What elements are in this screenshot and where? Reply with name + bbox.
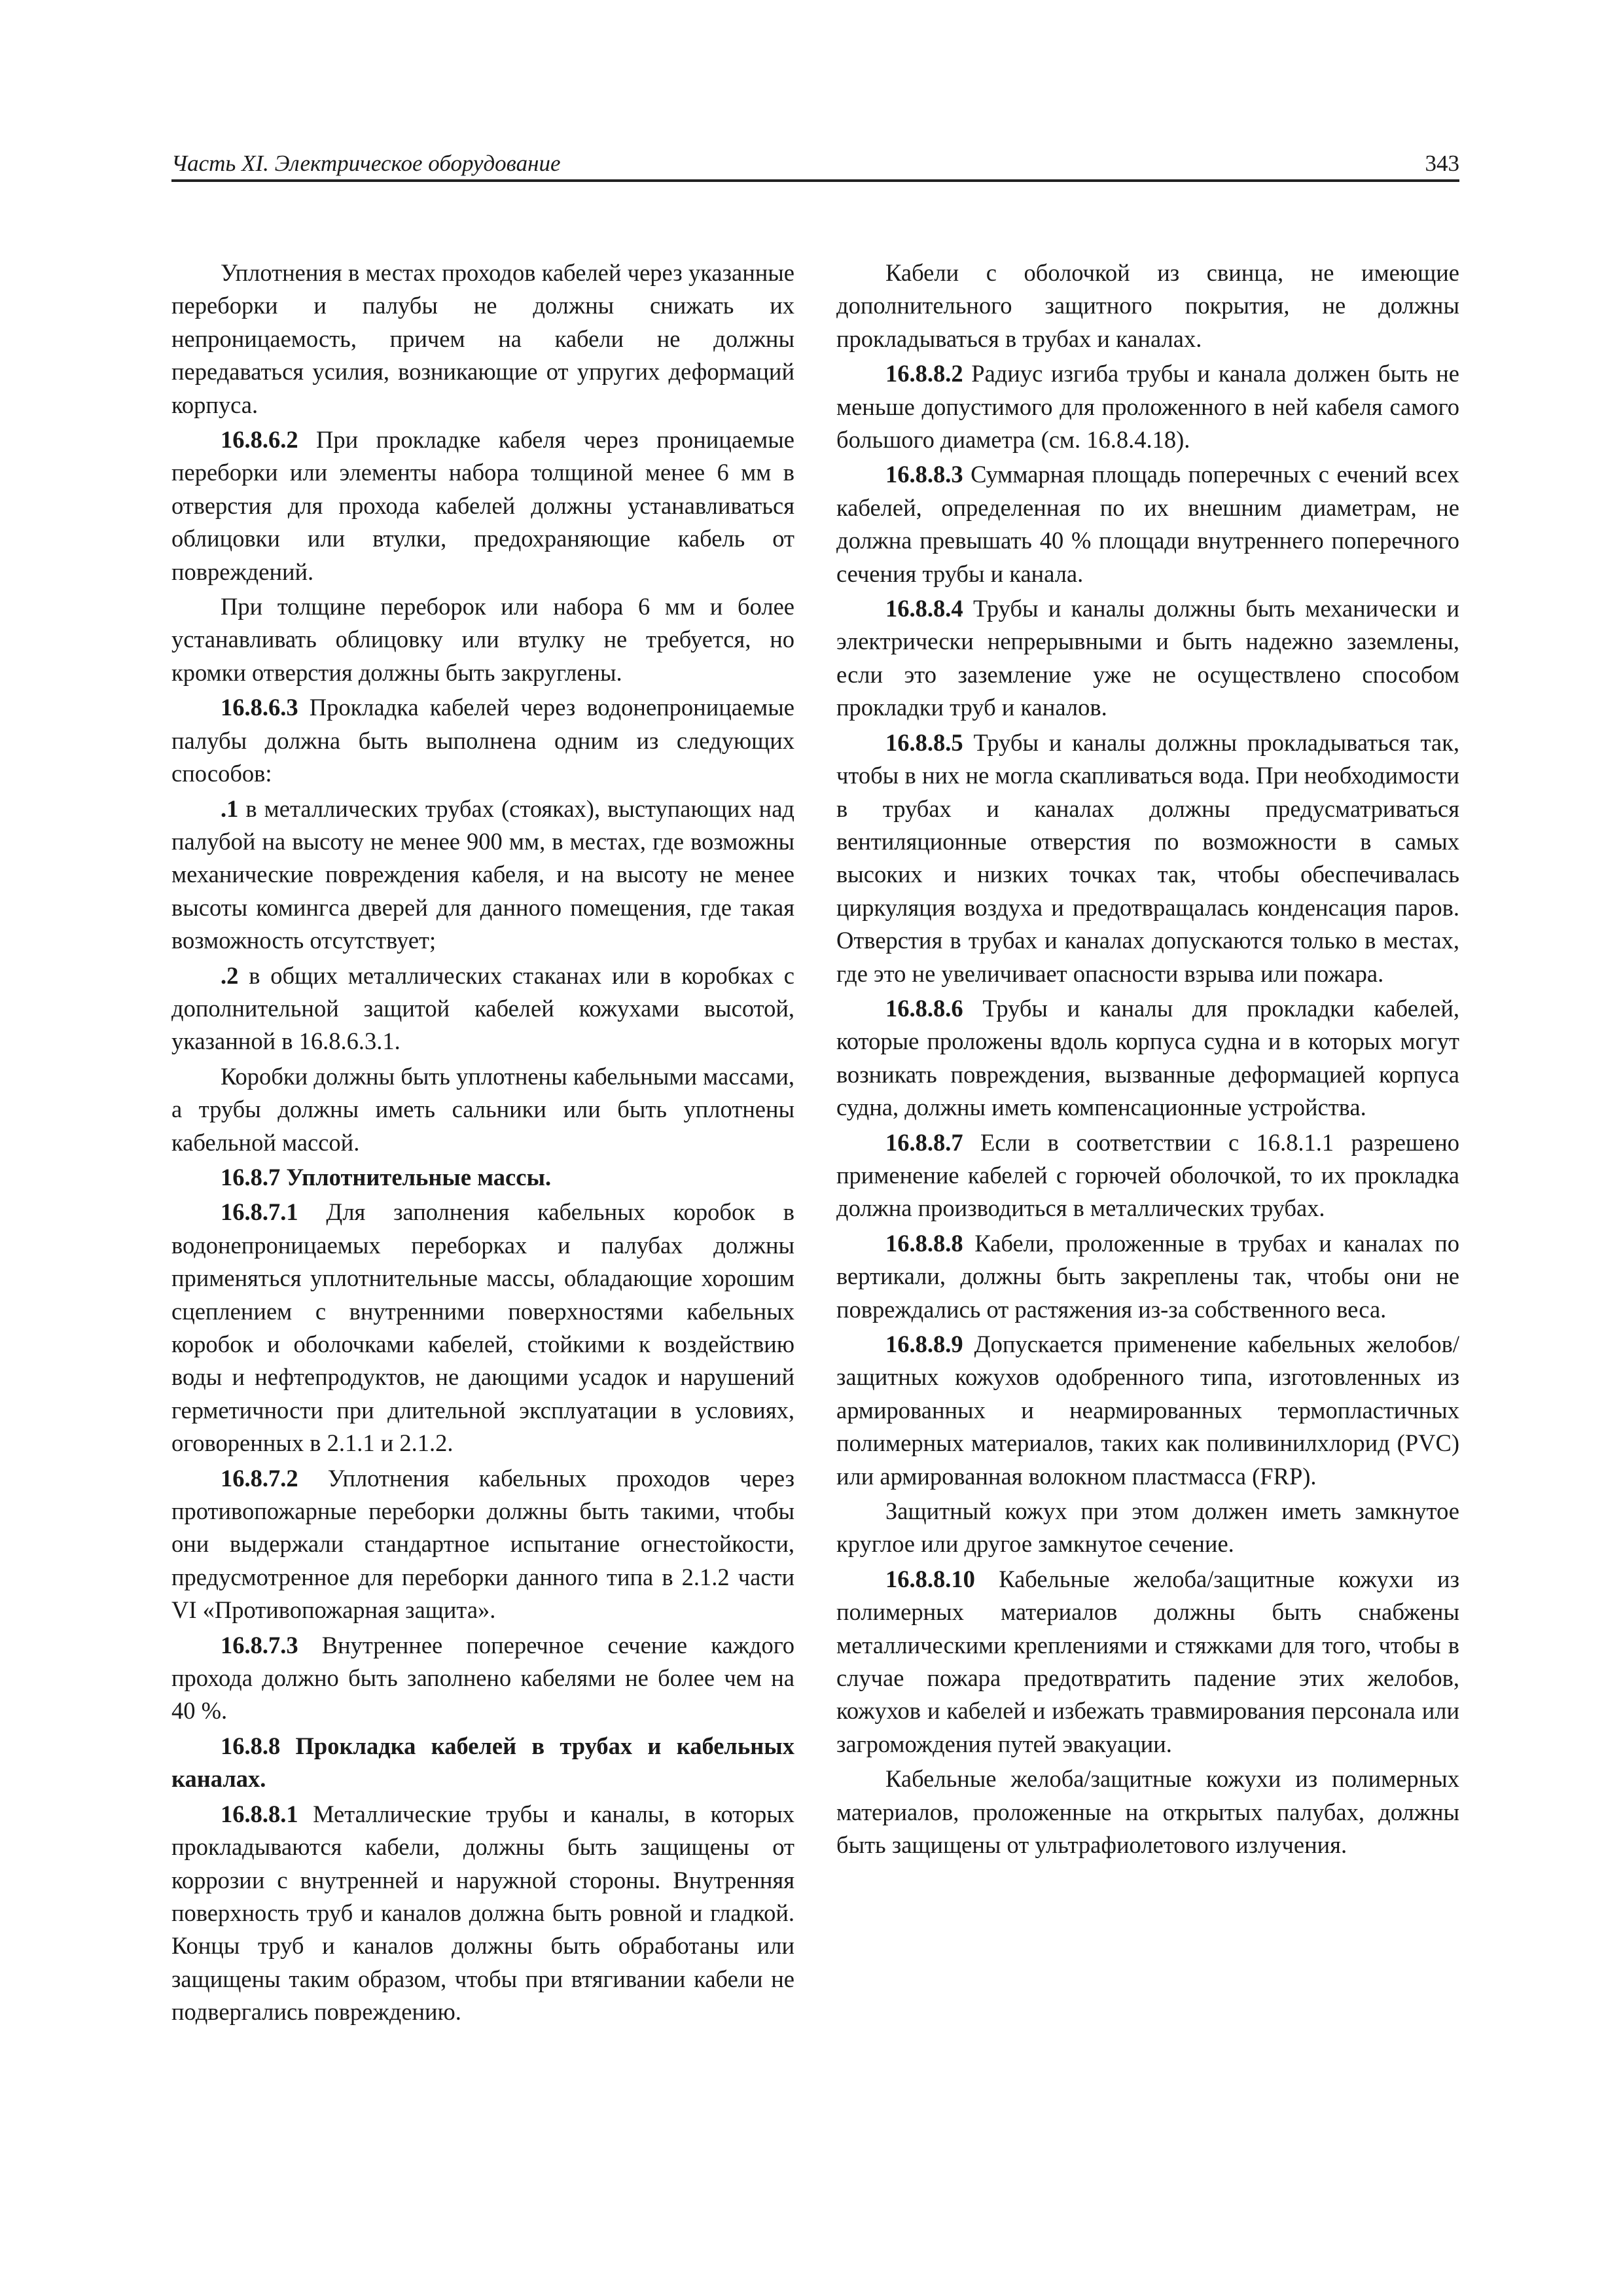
paragraph-text: Уплотнения кабельных проходов через противопожарные переборки должны быть такими, чтобы они выдержали стандартное испытание огнестойкости, предусмотренное для переборки данного типа в 2.1.2 части VI «Противопожарная защита».	[171, 1464, 794, 1624]
section-number: 16.8.8.8	[885, 1229, 963, 1257]
paragraph-text: Кабельные желоба/защитные кожухи из полимерных материалов должны быть снабжены металлическими креплениями и стяжками для того, чтобы в случае пожара предотвратить падение этих желобов, кожухов и кабелей и избежать травмирования персонала или загромождения путей эвакуации.	[836, 1565, 1459, 1757]
paragraph	[171, 1196, 794, 1460]
paragraph-text: Уплотнения в местах проходов кабелей через указанные переборки и палубы не должны снижать их непроницаемость, причем на кабели не должны передаваться усилия, возникающие от упругих деформаций корпуса.	[171, 259, 794, 418]
running-title: Часть XI. Электрическое оборудование	[171, 151, 561, 176]
paragraph-text: Кабели, проложенные в трубах и каналах по вертикали, должны быть закреплены так, чтобы они не повреждались от растяжения из-за собственного веса.	[836, 1229, 1459, 1323]
paragraph-text: в металлических трубах (стояках), выступающих над палубой на высоту не менее 900 мм, в местах, где возможны механические повреждения кабеля, и на высоту не менее высоты комингса дверей для данного помещения, где такая возможность отсутствует;	[171, 795, 794, 954]
section-number: 16.8.8.5	[885, 728, 963, 756]
paragraph-text: Внутреннее поперечное сечение каждого прохода должно быть заполнено кабелями не более чем на 40 %.	[171, 1631, 794, 1725]
right-column	[836, 257, 1459, 1864]
section-number: 16.8.8.9	[885, 1331, 963, 1357]
paragraph	[836, 1563, 1459, 1761]
paragraph	[836, 458, 1459, 590]
paragraph-text: При прокладке кабеля через проницаемые переборки или элементы набора толщиной менее 6 мм в отверстия для прохода кабелей должны устанавливаться облицовки или втулки, предохраняющие кабель от повреждений.	[171, 426, 794, 585]
page-header	[171, 143, 1459, 182]
paragraph-text: Трубы и каналы для прокладки кабелей, которые проложены вдоль корпуса судна и в которых могут возникать повреждения, вызванные деформацией корпуса судна, должны иметь компенсационные устройства.	[836, 994, 1459, 1121]
paragraph	[171, 1161, 794, 1194]
section-number: 16.8.8.10	[885, 1565, 975, 1592]
paragraph-text: Трубы и каналы должны быть механически и электрически непрерывными и быть надежно заземлены, если это заземление уже не осуществлено способом прокладки труб и каналов.	[836, 595, 1459, 721]
paragraph	[171, 960, 794, 1058]
section-number: 16.8.7.2	[221, 1464, 298, 1492]
section-number: .2	[221, 961, 239, 989]
paragraph-text: Кабели с оболочкой из свинца, не имеющие дополнительного защитного покрытия, не должны прокладываться в трубах и каналах.	[836, 259, 1459, 352]
section-number: 16.8.8.3	[885, 461, 963, 488]
paragraph	[836, 1763, 1459, 1861]
header-rule	[171, 179, 1459, 182]
section-number: 16.8.6.2	[221, 426, 298, 454]
paragraph	[171, 423, 794, 588]
paragraph-text: Для заполнения кабельных коробок в водонепроницаемых переборках и палубах должны применяться уплотнительные массы, обладающие хорошим сцеплением с внутренними поверхностями кабельных коробок и оболочками кабелей, стойкими к воздействию воды и нефтепродуктов, не дающими усадок и нарушений герметичности при длительной эксплуатации в условиях, оговоренных в 2.1.1 и 2.1.2.	[171, 1198, 794, 1457]
section-number: 16.8.6.3	[221, 694, 298, 721]
paragraph	[171, 793, 794, 958]
paragraph-text: Трубы и каналы должны прокладываться так, чтобы в них не могла скапливаться вода. При необходимости в трубах и каналах должны предусматриваться вентиляционные отверстия по возможности в самых высоких и низких точках так, чтобы обеспечивалась циркуляция воздуха и предотвращалась конденсация паров. Отверстия в трубах и каналах допускаются только в местах, где это не увеличивает опасности взрыва или пожара.	[836, 728, 1459, 987]
paragraph	[836, 992, 1459, 1124]
section-number: 16.8.7.3	[221, 1631, 298, 1659]
paragraph-text: При толщине переборок или набора 6 мм и более устанавливать облицовку или втулку не требуется, но кромки отверстия должны быть закруглены.	[171, 593, 794, 686]
paragraph-text: Кабельные желоба/защитные кожухи из полимерных материалов, проложенные на открытых палубах, должны быть защищены от ультрафиолетового излучения.	[836, 1765, 1459, 1859]
paragraph	[836, 592, 1459, 725]
paragraph	[836, 1495, 1459, 1561]
paragraph-text: Радиус изгиба трубы и канала должен быть не меньше допустимого для проложенного в ней кабеля самого большого диаметра (см. 16.8.4.18).	[836, 360, 1459, 454]
paragraph	[836, 357, 1459, 456]
paragraph	[836, 726, 1459, 990]
section-number: 16.8.8.1	[221, 1800, 298, 1827]
paragraph	[171, 590, 794, 689]
paragraph-text: Прокладка кабелей через водонепроницаемые палубы должна быть выполнена одним из следующих способов:	[171, 694, 794, 787]
paragraph-text: Суммарная площадь поперечных с ечений всех кабелей, определенная по их внешним диаметрам, не должна превышать 40 % площади внутреннего поперечного сечения трубы и канала.	[836, 461, 1459, 587]
left-column	[171, 257, 794, 2031]
paragraph	[836, 1126, 1459, 1225]
section-number: 16.8.8.7	[885, 1128, 963, 1156]
paragraph	[171, 691, 794, 790]
paragraph-text: Защитный кожух при этом должен иметь замкнутое круглое или другое замкнутое сечение.	[836, 1498, 1459, 1558]
paragraph-text: в общих металлических стаканах или в коробках с дополнительной защитой кабелей кожухами высотой, указанной в 16.8.6.3.1.	[171, 961, 794, 1055]
paragraph	[171, 1629, 794, 1728]
section-number: 16.8.8.2	[885, 360, 963, 387]
paragraph	[171, 1798, 794, 2029]
paragraph-text: Металлические трубы и каналы, в которых прокладываются кабели, должны быть защищены от коррозии с внутренней и наружной стороны. Внутренняя поверхность труб и каналов должна быть ровной и гладкой. Концы труб и каналов должны быть обработаны или защищены таким образом, чтобы при втягивании кабели не подвергались повреждению.	[171, 1800, 794, 2026]
paragraph	[836, 257, 1459, 355]
section-number: 16.8.8 Прокладка кабелей в трубах и кабельных каналах.	[171, 1732, 794, 1793]
section-number: 16.8.7 Уплотнительные массы.	[221, 1163, 552, 1191]
paragraph-text: Коробки должны быть уплотнены кабельными массами, а трубы должны иметь сальники или быть уплотнены кабельной массой.	[171, 1062, 794, 1156]
section-number: .1	[221, 795, 239, 822]
paragraph	[171, 1060, 794, 1159]
paragraph-text: Если в соответствии с 16.8.1.1 разрешено применение кабелей с горючей оболочкой, то их прокладка должна производиться в металлических трубах.	[836, 1128, 1459, 1222]
paragraph	[171, 257, 794, 422]
paragraph	[836, 1328, 1459, 1493]
paragraph	[836, 1227, 1459, 1326]
section-number: 16.8.7.1	[221, 1198, 298, 1226]
paragraph	[171, 1730, 794, 1796]
paragraph	[171, 1462, 794, 1627]
section-number: 16.8.8.6	[885, 994, 963, 1022]
section-number: 16.8.8.4	[885, 595, 963, 622]
page-number: 343	[1425, 151, 1459, 176]
paragraph-text: Допускается применение кабельных желобов/защитных кожухов одобренного типа, изготовленных из армированных и неармированных термопластичных полимерных материалов, таких как поливинилхлорид (PVC) или армированная волокном пластмасса (FRP).	[836, 1331, 1459, 1490]
